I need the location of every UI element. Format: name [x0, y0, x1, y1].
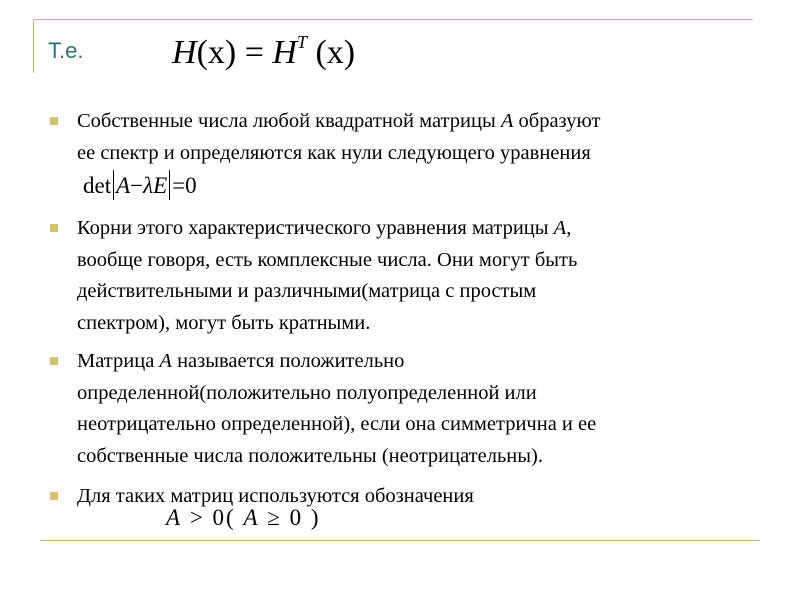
left-rule — [33, 19, 34, 73]
paragraph-spectrum — [77, 106, 777, 169]
text-line: Матрица A называется положительно — [77, 350, 405, 372]
paragraph-positive-definite — [77, 346, 777, 472]
text-line: спектром), могут быть кратными. — [77, 311, 371, 334]
text-line: действительными и различными(матрица с простым — [77, 280, 537, 302]
formula-characteristic-equation: det A−λE =0 — [83, 170, 197, 200]
top-rule — [33, 19, 753, 20]
paragraph-roots — [77, 213, 777, 339]
slide-title: Т.е. — [48, 38, 84, 63]
bullet-marker — [50, 224, 58, 232]
text-line: неотрицательно определенной), если она симметрична и ее — [77, 413, 597, 435]
bullet-marker — [50, 117, 58, 125]
text-line: вообще говоря, есть комплексные числа. Они могут быть — [77, 248, 578, 271]
formula-transpose: $H(x) = H^T$ (x) — [172, 32, 356, 71]
text-line: собственные числа положительны (неотрицательны). — [77, 444, 544, 467]
text-line: Корни этого характеристического уравнения матрицы A, — [77, 217, 572, 239]
text-line: ее спектр и определяются как нули следующего уравнения — [77, 141, 591, 164]
formula-notation: A > 0( A ≥ 0 ) — [166, 505, 321, 530]
text-line: Для таких матриц используются обозначения — [77, 485, 474, 507]
bullet-marker — [50, 357, 58, 365]
text-line: Собственные числа любой квадратной матрицы A образуют — [77, 110, 601, 132]
bottom-rule — [40, 540, 760, 541]
text-line: определенной(положительно полуопределенной или — [77, 381, 537, 404]
bullet-marker — [50, 492, 58, 500]
